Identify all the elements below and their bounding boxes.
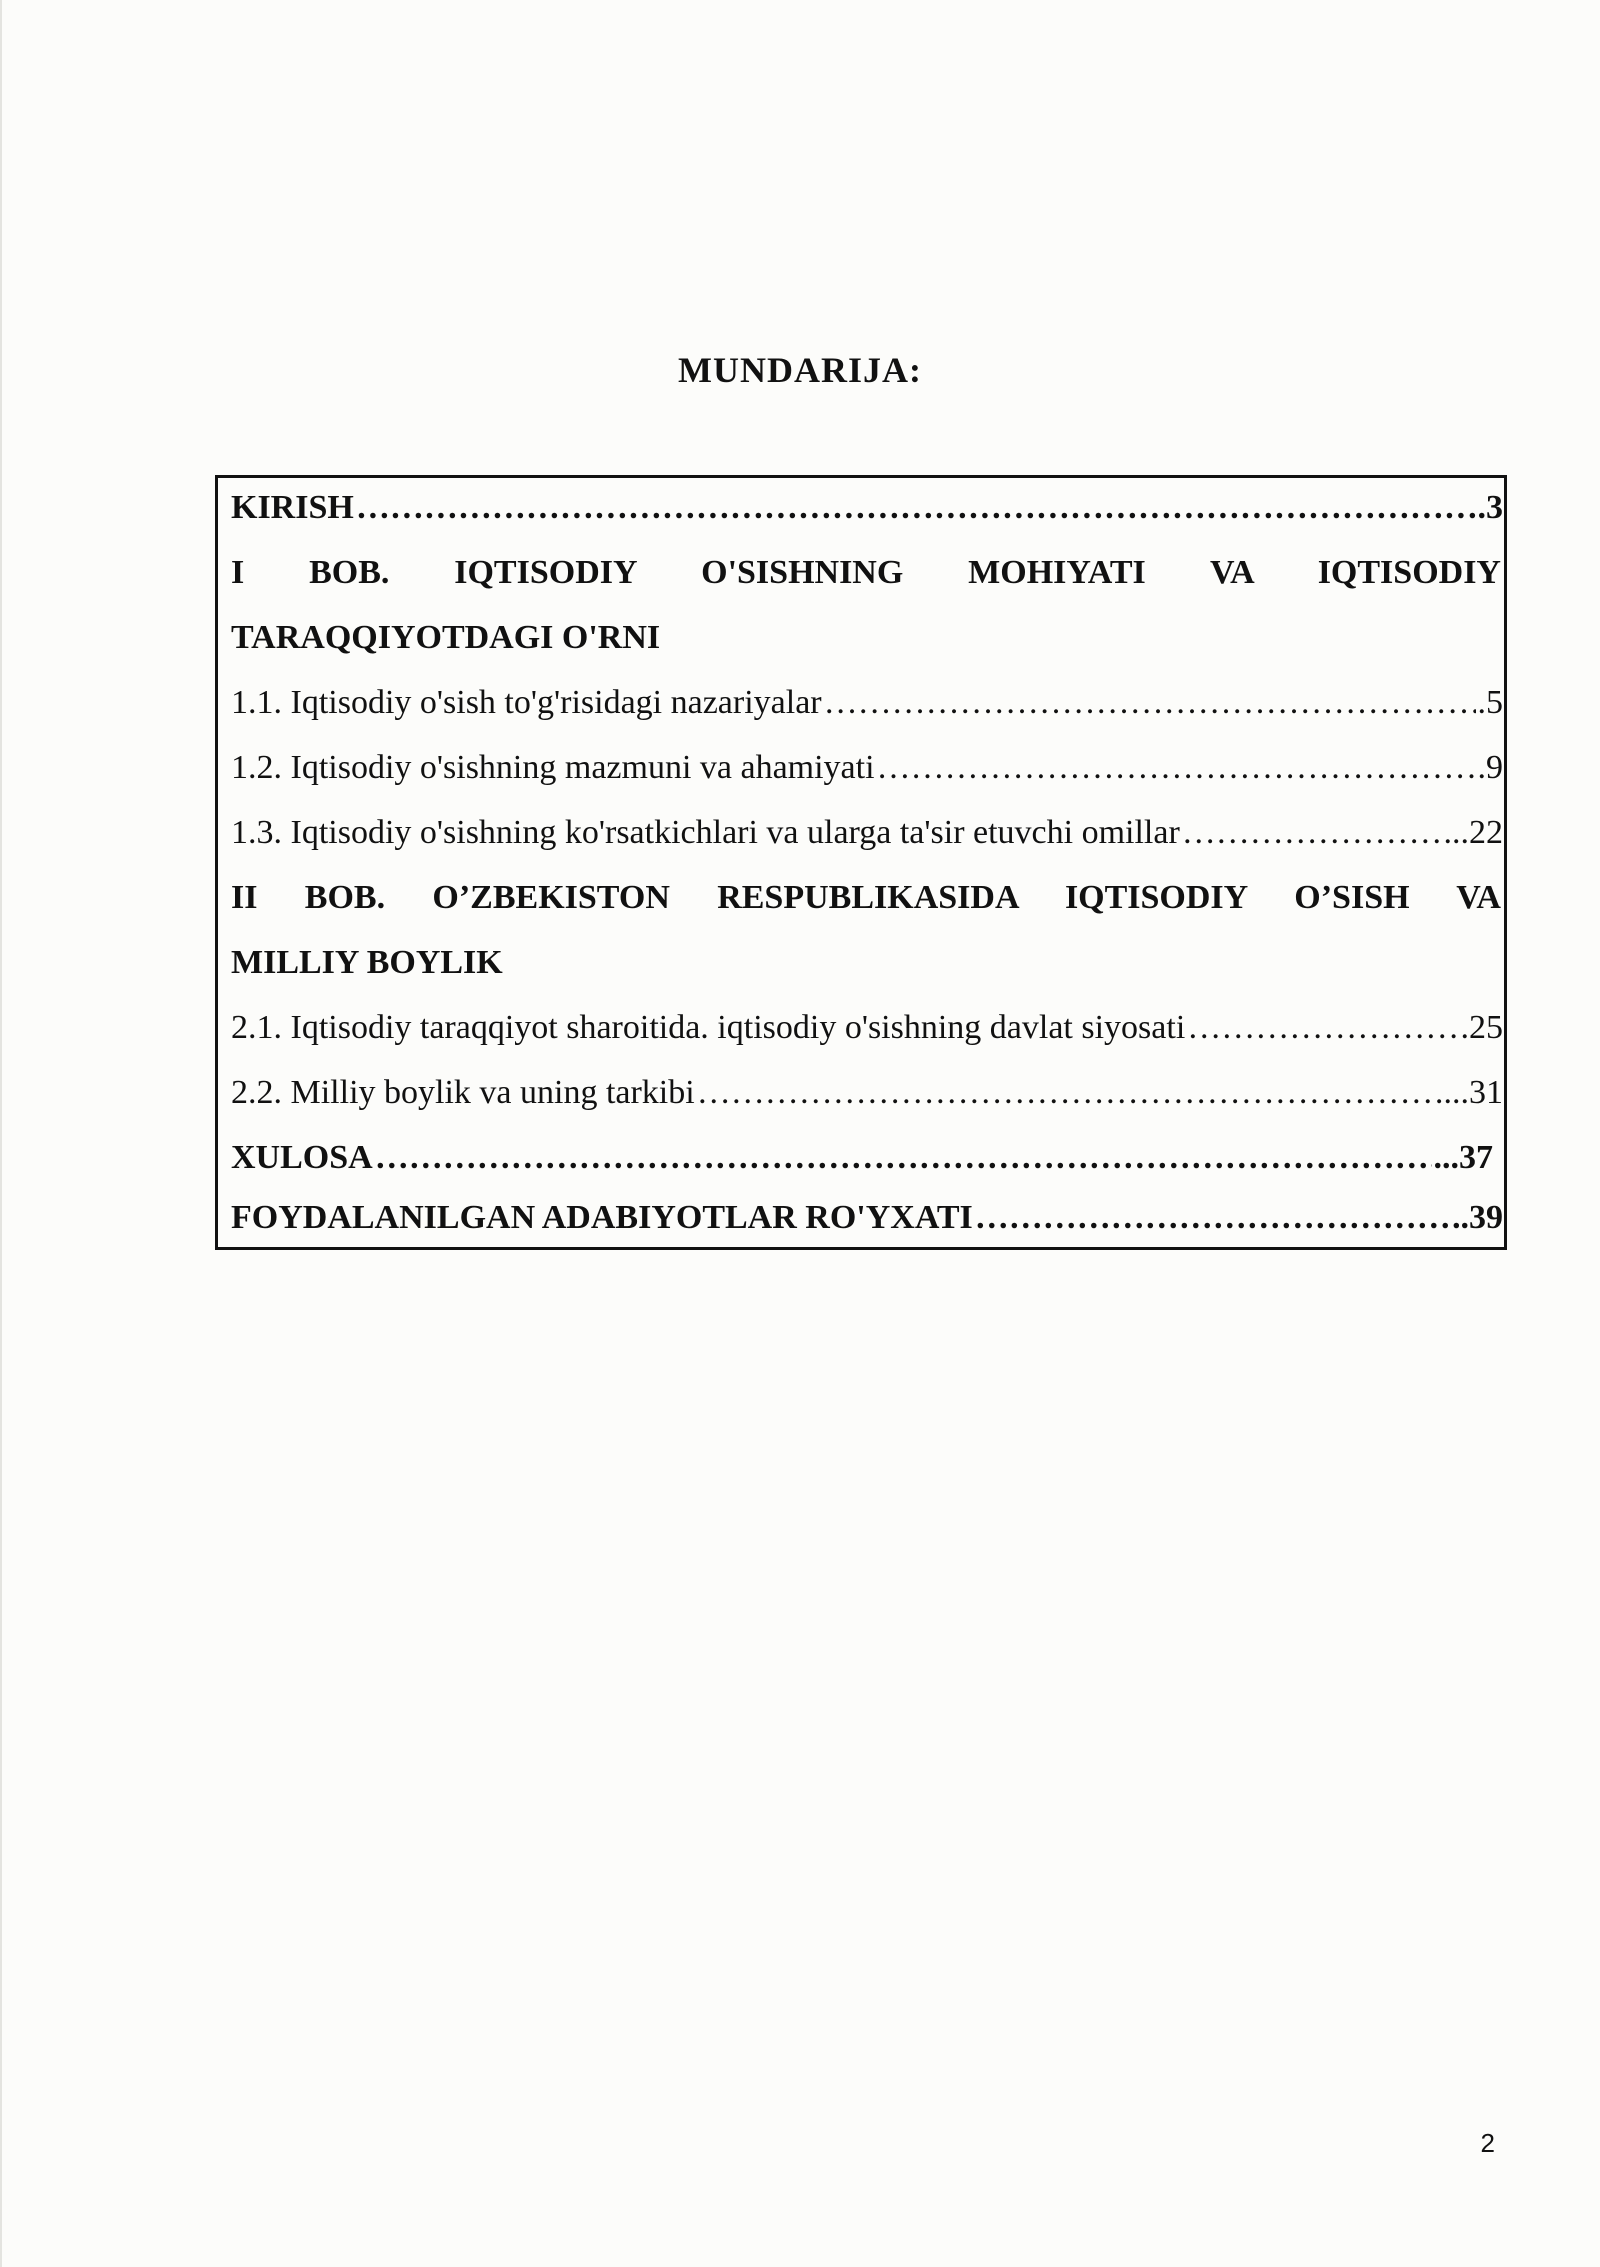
toc-entry-label: 2.2. Milliy boylik va uning tarkibi bbox=[231, 1074, 695, 1111]
dot-leader bbox=[1182, 808, 1442, 858]
page-title: MUNDARIJA: bbox=[678, 350, 922, 390]
toc-entry-page: .5 bbox=[1477, 684, 1503, 721]
toc-entry-label: XULOSA bbox=[231, 1139, 373, 1176]
table-of-contents bbox=[215, 475, 1507, 1250]
toc-entry-2-1[interactable] bbox=[231, 1003, 1503, 1053]
chapter1-heading-line1[interactable]: I BOB. IQTISODIY O'SISHNING MOHIYATI VA IQTISODIY bbox=[231, 554, 1501, 591]
toc-entry-1-1[interactable] bbox=[231, 678, 1503, 728]
toc-entry-page: .9 bbox=[1477, 749, 1503, 786]
toc-entry-2-2[interactable] bbox=[231, 1068, 1503, 1118]
dot-leader bbox=[1187, 1003, 1458, 1053]
dot-leader bbox=[356, 483, 1476, 533]
toc-entry-page: ...37 bbox=[1433, 1139, 1493, 1176]
page-number: 2 bbox=[1480, 2128, 1495, 2158]
toc-entry-label: FOYDALANILGAN ADABIYOTLAR RO'YXATI bbox=[231, 1199, 973, 1236]
toc-entry-page: ...31 bbox=[1443, 1074, 1503, 1111]
toc-entry-page: .3 bbox=[1477, 489, 1503, 526]
toc-entry-1-3[interactable] bbox=[231, 808, 1503, 858]
toc-entry-label: 1.3. Iqtisodiy o'sishning ko'rsatkichlari va ularga ta'sir etuvchi omillar bbox=[231, 814, 1180, 851]
toc-entry-label: 1.1. Iqtisodiy o'sish to'g'risidagi nazariyalar bbox=[231, 684, 822, 721]
toc-entry-page: .25 bbox=[1460, 1009, 1503, 1046]
toc-entry-label: KIRISH bbox=[231, 489, 354, 526]
dot-leader bbox=[697, 1068, 1442, 1118]
dot-leader bbox=[975, 1193, 1459, 1243]
page-edge bbox=[0, 0, 2, 2267]
toc-entry-page: .39 bbox=[1460, 1199, 1503, 1236]
toc-entry-kirish[interactable] bbox=[231, 483, 1503, 533]
toc-entry-xulosa[interactable] bbox=[231, 1133, 1493, 1183]
toc-entry-adabiyotlar[interactable] bbox=[231, 1193, 1503, 1243]
chapter2-heading-line1[interactable]: II BOB. O’ZBEKISTON RESPUBLIKASIDA IQTISODIY O’SISH VA bbox=[231, 879, 1501, 916]
dot-leader bbox=[877, 743, 1476, 793]
toc-entry-label: 2.1. Iqtisodiy taraqqiyot sharoitida. iqtisodiy o'sishning davlat siyosati bbox=[231, 1009, 1186, 1046]
toc-entry-1-2[interactable] bbox=[231, 743, 1503, 793]
chapter2-heading-line2[interactable]: MILLIY BOYLIK bbox=[231, 944, 503, 981]
chapter1-heading-line2[interactable]: TARAQQIYOTDAGI O'RNI bbox=[231, 619, 661, 656]
dot-leader bbox=[824, 678, 1476, 728]
toc-entry-page: ...22 bbox=[1443, 814, 1503, 851]
dot-leader bbox=[375, 1133, 1432, 1183]
toc-entry-label: 1.2. Iqtisodiy o'sishning mazmuni va ahamiyati bbox=[231, 749, 875, 786]
